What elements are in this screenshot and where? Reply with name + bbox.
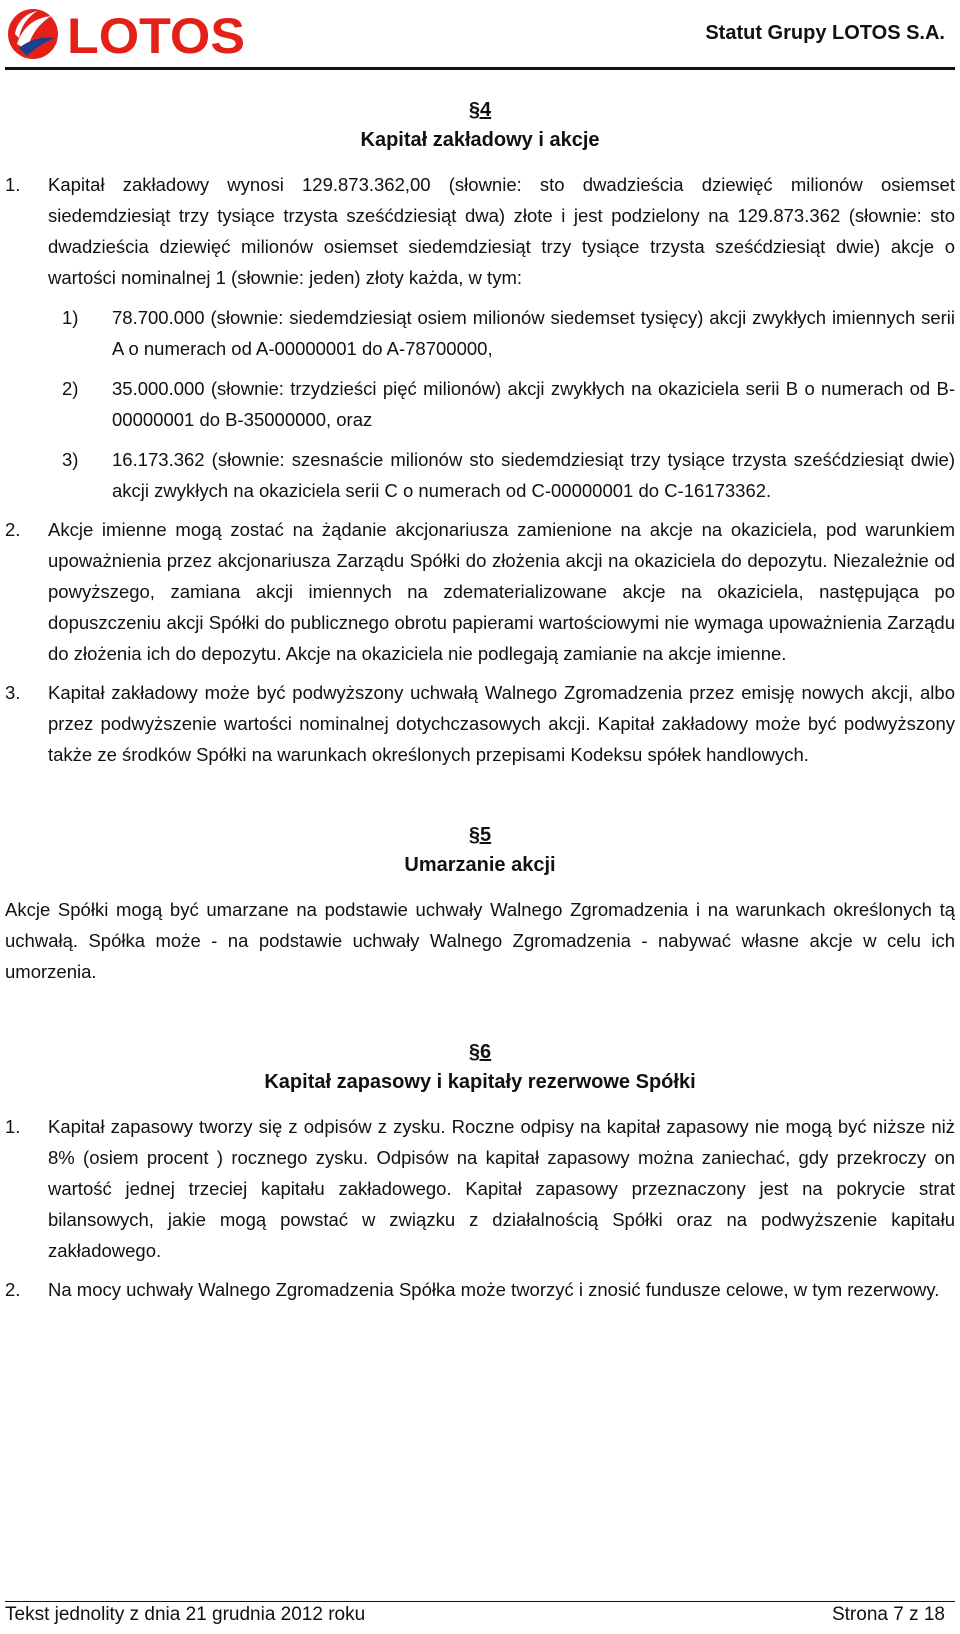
point-number: 3. <box>5 682 21 703</box>
document-title: Statut Grupy LOTOS S.A. <box>705 22 945 44</box>
section-symbol: § <box>468 824 480 846</box>
page-number: Strona 7 z 18 <box>831 1604 945 1625</box>
section-4-point-3 <box>5 677 955 770</box>
section-title: Kapitał zapasowy i kapitały rezerwowe Spółki <box>264 1071 696 1093</box>
lotos-flower-icon <box>8 9 58 59</box>
section-5-heading <box>5 820 955 880</box>
section-4-point-2 <box>5 514 955 669</box>
subpoint-number: 2) <box>62 378 79 399</box>
footer-divider <box>5 1601 955 1602</box>
section-6-heading <box>5 1037 955 1097</box>
point-number: 2. <box>5 519 21 540</box>
point-number: 1. <box>5 174 21 195</box>
point-text: Kapitał zapasowy tworzy się z odpisów z zysku. Roczne odpisy na kapitał zapasowy nie mogą być niższe niż 8% (osiem procent ) rocznego zysku. Odpisów na kapitał zapasowy można zaniechać, gdy przekroczy on wartość jednej trzeciej kapitału zakładowego. Kapitał zapasowy przeznaczony jest na pokrycie strat bilansowych, jakie mogą powstać w związku z działalnością Spółki oraz na podwyższenie kapitału zakładowego. <box>48 1116 955 1261</box>
footer-date: Tekst jednolity z dnia 21 grudnia 2012 roku <box>5 1604 366 1625</box>
section-number: 5 <box>480 824 492 846</box>
lotos-logo <box>5 4 249 64</box>
page-header <box>0 0 960 72</box>
point-text: Akcje imienne mogą zostać na żądanie akcjonariusza zamienione na akcje na okaziciela, pod warunkiem upoważnienia przez akcjonariusza Zarządu Spółki do złożenia akcji na okaziciela do depozytu. Niezależnie od powyższego, zamiana akcji imiennych na zdematerializowane akcje na okaziciela, następująca po dopuszczeniu akcji Spółki do publicznego obrotu papierami wartościowymi nie wymaga upoważnienia Zarządu do złożenia ich do depozytu. Akcje na okaziciela nie podlegają zamianie na akcje imienne. <box>48 519 955 664</box>
list-item <box>5 302 955 364</box>
point-number: 1. <box>5 1116 21 1137</box>
subpoint-text: 78.700.000 (słownie: siedemdziesiąt osiem milionów siedemset tysięcy) akcji zwykłych imiennych serii A o numerach od A-00000001 do A-78700000, <box>112 307 955 359</box>
section-number: 6 <box>480 1041 492 1063</box>
section-symbol: § <box>468 99 480 121</box>
section-6-point-2 <box>5 1274 955 1305</box>
list-item <box>5 444 955 506</box>
logo-wordmark: LOTOS <box>67 8 245 64</box>
point-number: 2. <box>5 1279 21 1300</box>
section-title: Kapitał zakładowy i akcje <box>360 129 600 151</box>
section-title: Umarzanie akcji <box>404 854 556 876</box>
section-4-point-1 <box>5 169 955 293</box>
subpoint-number: 1) <box>62 307 79 328</box>
document-body <box>5 95 955 1305</box>
section-4-heading <box>5 95 955 155</box>
section-6-point-1 <box>5 1111 955 1266</box>
subpoint-text: 35.000.000 (słownie: trzydzieści pięć milionów) akcji zwykłych na okaziciela serii B o numerach od B-00000001 do B-35000000, oraz <box>112 378 955 430</box>
header-divider <box>5 67 955 70</box>
point-text: Kapitał zakładowy wynosi 129.873.362,00 (słownie: sto dwadzieścia dziewięć milionów osiemset siedemdziesiąt trzy tysiące trzysta sześćdziesiąt dwa) złote i jest podzielony na 129.873.362 (słownie: sto dwadzieścia dziewięć milionów osiemset siedemdziesiąt trzy tysiące trzysta sześćdziesiąt dwie) akcje o wartości nominalnej 1 (słownie: jeden) złoty każda, w tym: <box>48 174 955 288</box>
subpoint-number: 3) <box>62 449 79 470</box>
section-number: 4 <box>480 99 492 121</box>
point-text: Na mocy uchwały Walnego Zgromadzenia Spółka może tworzyć i znosić fundusze celowe, w tym rezerwowy. <box>48 1279 940 1300</box>
subpoint-text: 16.173.362 (słownie: szesnaście milionów sto siedemdziesiąt trzy tysiące trzysta sześćdziesiąt dwie) akcji zwykłych na okaziciela serii C o numerach od C-00000001 do C-16173362. <box>112 449 955 501</box>
section-symbol: § <box>468 1041 480 1063</box>
point-text: Kapitał zakładowy może być podwyższony uchwałą Walnego Zgromadzenia przez emisję nowych akcji, albo przez podwyższenie wartości nominalnej dotychczasowych akcji. Kapitał zakładowy może być podwyższony także ze środków Spółki na warunkach określonych przepisami Kodeksu spółek handlowych. <box>48 682 955 765</box>
section-5-text: Akcje Spółki mogą być umarzane na podstawie uchwały Walnego Zgromadzenia i na warunkach określonych tą uchwałą. Spółka może - na podstawie uchwały Walnego Zgromadzenia - nabywać własne akcje w celu ich umorzenia. <box>5 899 955 982</box>
list-item <box>5 373 955 435</box>
